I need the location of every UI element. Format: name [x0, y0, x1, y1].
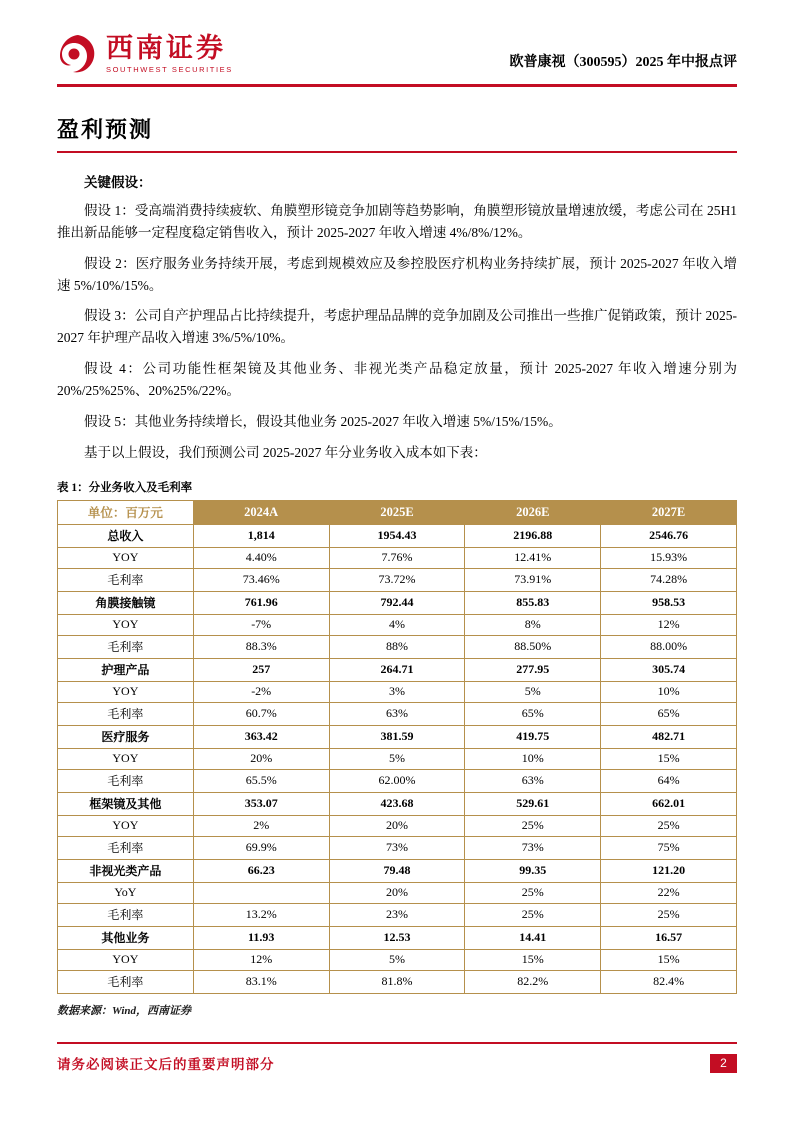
value-cell: 305.74: [601, 658, 737, 681]
row-label-cell: YOY: [58, 614, 194, 635]
footer-row: [57, 1053, 737, 1073]
forecast-table-head: [58, 500, 737, 524]
table-row: [58, 635, 737, 658]
table-row: [58, 815, 737, 836]
row-label-cell: 毛利率: [58, 702, 194, 725]
forecast-table: [57, 500, 737, 994]
value-cell: 83.1%: [193, 970, 329, 993]
table-year-header-cell: 2026E: [465, 500, 601, 524]
value-cell: 25%: [465, 903, 601, 926]
row-label-cell: 总收入: [58, 524, 194, 547]
value-cell: 73%: [329, 836, 465, 859]
table-row: [58, 903, 737, 926]
logo-name-cn: 西南证券: [106, 33, 226, 64]
value-cell: [193, 882, 329, 903]
value-cell: 88%: [329, 635, 465, 658]
value-cell: 73.91%: [465, 568, 601, 591]
value-cell: 63%: [329, 702, 465, 725]
value-cell: 363.42: [193, 725, 329, 748]
value-cell: 10%: [601, 681, 737, 702]
value-cell: 99.35: [465, 859, 601, 882]
row-label-cell: YoY: [58, 882, 194, 903]
table-row: [58, 614, 737, 635]
footer-disclaimer: 请务必阅读正文后的重要声明部分: [57, 1057, 275, 1072]
footer-divider: [57, 1042, 737, 1044]
value-cell: 15%: [465, 949, 601, 970]
value-cell: 529.61: [465, 792, 601, 815]
logo-text: [106, 34, 233, 73]
forecast-table-body: [58, 524, 737, 993]
value-cell: 4%: [329, 614, 465, 635]
row-label-cell: 角膜接触镜: [58, 591, 194, 614]
value-cell: 792.44: [329, 591, 465, 614]
table-row: [58, 769, 737, 792]
page-header: [0, 0, 794, 84]
value-cell: 12%: [193, 949, 329, 970]
table-row: [58, 949, 737, 970]
value-cell: 23%: [329, 903, 465, 926]
section-title: 盈利预测: [57, 117, 154, 142]
row-label-cell: 毛利率: [58, 769, 194, 792]
assumption-paragraph: 基于以上假设，我们预测公司 2025-2027 年分业务收入成本如下表：: [84, 444, 487, 460]
value-cell: 88.00%: [601, 635, 737, 658]
table-row: [58, 882, 737, 903]
value-cell: 2546.76: [601, 524, 737, 547]
value-cell: 1,814: [193, 524, 329, 547]
table-row: [58, 547, 737, 568]
value-cell: 381.59: [329, 725, 465, 748]
value-cell: 8%: [465, 614, 601, 635]
value-cell: 69.9%: [193, 836, 329, 859]
value-cell: 419.75: [465, 725, 601, 748]
row-label-cell: 医疗服务: [58, 725, 194, 748]
value-cell: 277.95: [465, 658, 601, 681]
value-cell: -7%: [193, 614, 329, 635]
table-row: [58, 926, 737, 949]
row-label-cell: 毛利率: [58, 635, 194, 658]
table-row: [58, 524, 737, 547]
table-row: [58, 792, 737, 815]
assumption-paragraphs: [57, 200, 737, 464]
table-year-header-cell: 2027E: [601, 500, 737, 524]
value-cell: 662.01: [601, 792, 737, 815]
value-cell: 5%: [329, 949, 465, 970]
value-cell: 761.96: [193, 591, 329, 614]
value-cell: 65%: [465, 702, 601, 725]
value-cell: 66.23: [193, 859, 329, 882]
value-cell: 257: [193, 658, 329, 681]
value-cell: 12%: [601, 614, 737, 635]
assumption-paragraph: 假设 5：其他业务持续增长，假设其他业务 2025-2027 年收入增速 5%/15%/15%。: [84, 413, 562, 429]
row-label-cell: 其他业务: [58, 926, 194, 949]
value-cell: 12.53: [329, 926, 465, 949]
value-cell: 73%: [465, 836, 601, 859]
row-label-cell: YOY: [58, 815, 194, 836]
value-cell: 88.50%: [465, 635, 601, 658]
value-cell: 2%: [193, 815, 329, 836]
data-source-note: 数据来源：Wind，西南证券: [57, 1004, 192, 1017]
value-cell: 10%: [465, 748, 601, 769]
value-cell: 5%: [465, 681, 601, 702]
value-cell: 82.2%: [465, 970, 601, 993]
value-cell: 3%: [329, 681, 465, 702]
table-caption: 表 1：分业务收入及毛利率: [57, 481, 193, 494]
table-year-header-cell: 2025E: [329, 500, 465, 524]
value-cell: 65.5%: [193, 769, 329, 792]
value-cell: 15.93%: [601, 547, 737, 568]
header-divider: [57, 84, 737, 87]
value-cell: 423.68: [329, 792, 465, 815]
value-cell: 121.20: [601, 859, 737, 882]
table-row: [58, 681, 737, 702]
value-cell: 81.8%: [329, 970, 465, 993]
value-cell: 2196.88: [465, 524, 601, 547]
value-cell: 74.28%: [601, 568, 737, 591]
value-cell: 79.48: [329, 859, 465, 882]
value-cell: 482.71: [601, 725, 737, 748]
logo-swirl-icon: [57, 34, 97, 74]
section-title-divider: [57, 151, 737, 153]
value-cell: 12.41%: [465, 547, 601, 568]
table-row: [58, 836, 737, 859]
report-body: [0, 113, 794, 1018]
table-row: [58, 859, 737, 882]
table-row: [58, 658, 737, 681]
row-label-cell: 框架镜及其他: [58, 792, 194, 815]
value-cell: 62.00%: [329, 769, 465, 792]
value-cell: 1954.43: [329, 524, 465, 547]
table-year-header-cell: 2024A: [193, 500, 329, 524]
logo-name-en: SOUTHWEST SECURITIES: [106, 64, 233, 74]
report-title: 欧普康视（300595）2025 年中报点评: [509, 55, 737, 70]
value-cell: 73.46%: [193, 568, 329, 591]
page-number-badge: 2: [710, 1054, 737, 1073]
value-cell: 25%: [601, 903, 737, 926]
row-label-cell: 毛利率: [58, 970, 194, 993]
value-cell: 264.71: [329, 658, 465, 681]
value-cell: 13.2%: [193, 903, 329, 926]
value-cell: 60.7%: [193, 702, 329, 725]
assumption-paragraph: 假设 3：公司自产护理品占比持续提升，考虑护理品品牌的竞争加剧及公司推出一些推广促销政策，预计 2025-2027 年护理产品收入增速 3%/5%/10%。: [57, 308, 737, 346]
table-row: [58, 748, 737, 769]
row-label-cell: YOY: [58, 748, 194, 769]
table-row: [58, 702, 737, 725]
value-cell: 4.40%: [193, 547, 329, 568]
value-cell: 5%: [329, 748, 465, 769]
table-row: [58, 568, 737, 591]
row-label-cell: 毛利率: [58, 903, 194, 926]
logo: [57, 34, 233, 74]
value-cell: 958.53: [601, 591, 737, 614]
value-cell: 25%: [601, 815, 737, 836]
value-cell: 65%: [601, 702, 737, 725]
value-cell: 11.93: [193, 926, 329, 949]
assumption-paragraph: 假设 4：公司功能性框架镜及其他业务、非视光类产品稳定放量，预计 2025-2027 年收入增速分别为 20%/25%25%、20%25%/22%。: [57, 361, 737, 399]
row-label-cell: 护理产品: [58, 658, 194, 681]
value-cell: 855.83: [465, 591, 601, 614]
table-row: [58, 591, 737, 614]
value-cell: 22%: [601, 882, 737, 903]
value-cell: 25%: [465, 815, 601, 836]
table-header-row: [58, 500, 737, 524]
page-footer: [57, 1042, 737, 1073]
table-row: [58, 970, 737, 993]
value-cell: 7.76%: [329, 547, 465, 568]
value-cell: 64%: [601, 769, 737, 792]
value-cell: 73.72%: [329, 568, 465, 591]
value-cell: 20%: [329, 815, 465, 836]
row-label-cell: 非视光类产品: [58, 859, 194, 882]
key-assumptions-label: 关键假设：: [84, 175, 152, 190]
value-cell: 15%: [601, 949, 737, 970]
table-unit-header-cell: 单位：百万元: [58, 500, 194, 524]
value-cell: 63%: [465, 769, 601, 792]
assumption-paragraph: 假设 1：受高端消费持续疲软、角膜塑形镜竞争加剧等趋势影响，角膜塑形镜放量增速放缓，考虑公司在 25H1 推出新品能够一定程度稳定销售收入，预计 2025-2027 年收入增速 4%/8%/12%。: [57, 203, 737, 240]
value-cell: 353.07: [193, 792, 329, 815]
table-row: [58, 725, 737, 748]
row-label-cell: YOY: [58, 949, 194, 970]
value-cell: 25%: [465, 882, 601, 903]
value-cell: 16.57: [601, 926, 737, 949]
value-cell: 88.3%: [193, 635, 329, 658]
value-cell: -2%: [193, 681, 329, 702]
value-cell: 14.41: [465, 926, 601, 949]
row-label-cell: YOY: [58, 681, 194, 702]
row-label-cell: 毛利率: [58, 568, 194, 591]
assumption-paragraph: 假设 2：医疗服务业务持续开展，考虑到规模效应及参控股医疗机构业务持续扩展，预计 2025-2027 年收入增速 5%/10%/15%。: [57, 255, 737, 293]
value-cell: 75%: [601, 836, 737, 859]
row-label-cell: YOY: [58, 547, 194, 568]
value-cell: 82.4%: [601, 970, 737, 993]
value-cell: 15%: [601, 748, 737, 769]
value-cell: 20%: [193, 748, 329, 769]
row-label-cell: 毛利率: [58, 836, 194, 859]
value-cell: 20%: [329, 882, 465, 903]
